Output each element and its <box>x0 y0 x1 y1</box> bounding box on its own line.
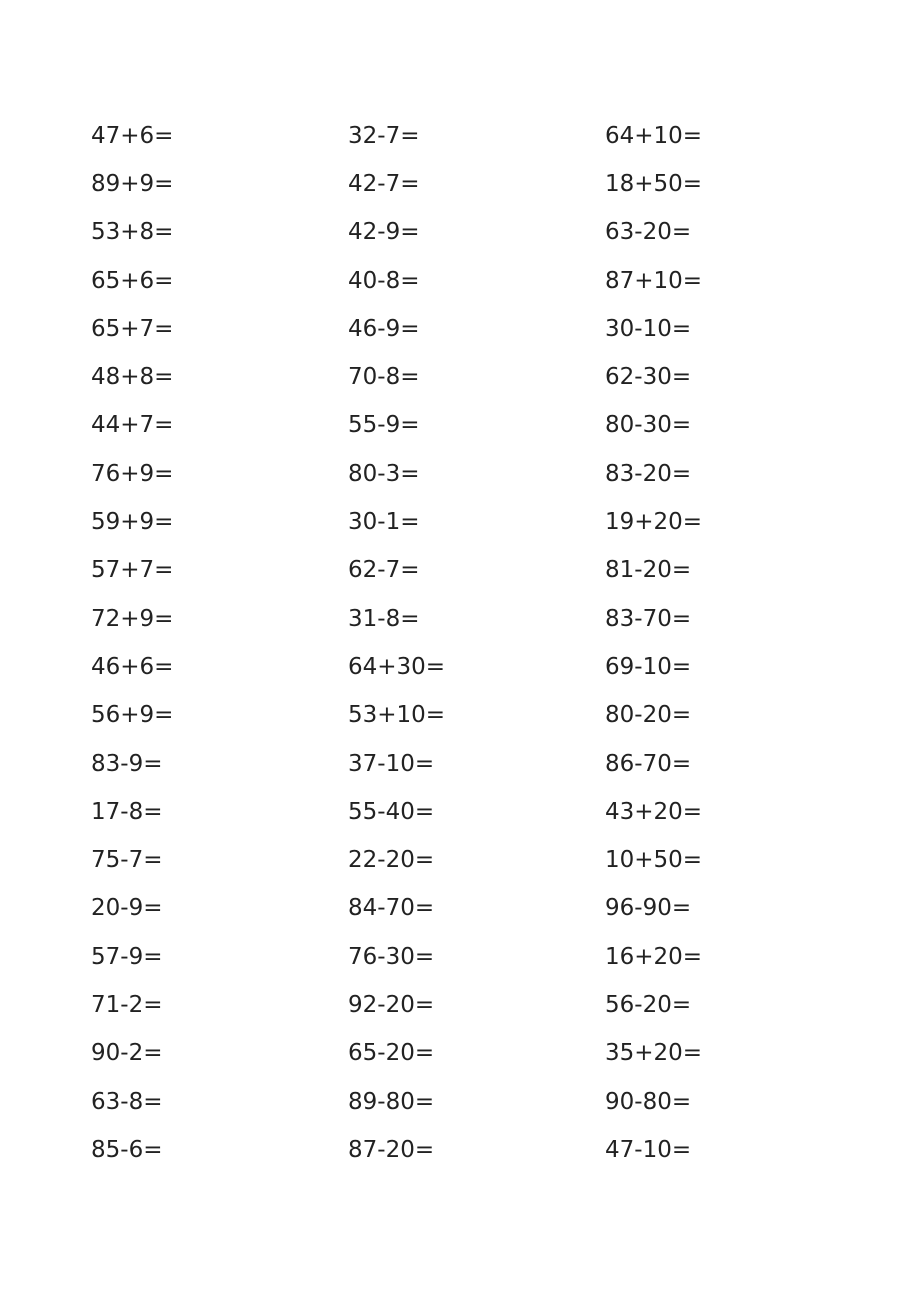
math-problem: 47-10= <box>605 1136 692 1163</box>
math-problem: 63-20= <box>605 219 692 246</box>
problem-row <box>91 788 871 836</box>
arithmetic-worksheet <box>91 112 871 1175</box>
math-problem: 83-9= <box>91 750 163 777</box>
problem-row <box>91 692 871 740</box>
math-problem: 80-20= <box>605 702 692 729</box>
math-problem: 87+10= <box>605 267 703 294</box>
math-problem: 86-70= <box>605 750 692 777</box>
math-problem: 32-7= <box>348 122 420 149</box>
problem-row <box>91 112 871 160</box>
math-problem: 19+20= <box>605 509 703 536</box>
math-problem: 56+9= <box>91 702 174 729</box>
math-problem: 17-8= <box>91 798 163 825</box>
problem-row <box>91 836 871 884</box>
problem-row <box>91 160 871 208</box>
problem-row <box>91 547 871 595</box>
problem-row <box>91 740 871 788</box>
problem-row <box>91 402 871 450</box>
math-problem: 71-2= <box>91 991 163 1018</box>
problem-row <box>91 305 871 353</box>
math-problem: 44+7= <box>91 412 174 439</box>
problem-row <box>91 353 871 401</box>
math-problem: 84-70= <box>348 895 435 922</box>
math-problem: 55-40= <box>348 798 435 825</box>
math-problem: 16+20= <box>605 943 703 970</box>
math-problem: 30-10= <box>605 315 692 342</box>
math-problem: 96-90= <box>605 895 692 922</box>
math-problem: 90-2= <box>91 1040 163 1067</box>
problem-row <box>91 1030 871 1078</box>
math-problem: 37-10= <box>348 750 435 777</box>
problem-row <box>91 257 871 305</box>
math-problem: 57+7= <box>91 557 174 584</box>
math-problem: 22-20= <box>348 847 435 874</box>
math-problem: 46-9= <box>348 315 420 342</box>
math-problem: 56-20= <box>605 991 692 1018</box>
math-problem: 65+6= <box>91 267 174 294</box>
math-problem: 20-9= <box>91 895 163 922</box>
math-problem: 64+10= <box>605 122 703 149</box>
problem-row <box>91 209 871 257</box>
math-problem: 59+9= <box>91 509 174 536</box>
math-problem: 76-30= <box>348 943 435 970</box>
math-problem: 83-70= <box>605 605 692 632</box>
problem-row <box>91 450 871 498</box>
math-problem: 42-9= <box>348 219 420 246</box>
problem-row <box>91 885 871 933</box>
math-problem: 85-6= <box>91 1136 163 1163</box>
math-problem: 46+6= <box>91 653 174 680</box>
math-problem: 10+50= <box>605 847 703 874</box>
math-problem: 80-30= <box>605 412 692 439</box>
math-problem: 90-80= <box>605 1088 692 1115</box>
math-problem: 40-8= <box>348 267 420 294</box>
math-problem: 35+20= <box>605 1040 703 1067</box>
math-problem: 89-80= <box>348 1088 435 1115</box>
math-problem: 80-3= <box>348 460 420 487</box>
math-problem: 30-1= <box>348 509 420 536</box>
math-problem: 53+10= <box>348 702 446 729</box>
math-problem: 53+8= <box>91 219 174 246</box>
math-problem: 89+9= <box>91 170 174 197</box>
problem-row <box>91 1126 871 1174</box>
math-problem: 63-8= <box>91 1088 163 1115</box>
problem-row <box>91 981 871 1029</box>
math-problem: 64+30= <box>348 653 446 680</box>
math-problem: 57-9= <box>91 943 163 970</box>
math-problem: 48+8= <box>91 364 174 391</box>
math-problem: 47+6= <box>91 122 174 149</box>
math-problem: 69-10= <box>605 653 692 680</box>
problem-row <box>91 595 871 643</box>
math-problem: 65+7= <box>91 315 174 342</box>
math-problem: 55-9= <box>348 412 420 439</box>
problem-row <box>91 643 871 691</box>
math-problem: 87-20= <box>348 1136 435 1163</box>
math-problem: 62-7= <box>348 557 420 584</box>
math-problem: 43+20= <box>605 798 703 825</box>
math-problem: 83-20= <box>605 460 692 487</box>
math-problem: 70-8= <box>348 364 420 391</box>
math-problem: 65-20= <box>348 1040 435 1067</box>
math-problem: 75-7= <box>91 847 163 874</box>
math-problem: 62-30= <box>605 364 692 391</box>
problem-row <box>91 498 871 546</box>
problem-row <box>91 1078 871 1126</box>
math-problem: 76+9= <box>91 460 174 487</box>
math-problem: 31-8= <box>348 605 420 632</box>
math-problem: 18+50= <box>605 170 703 197</box>
math-problem: 42-7= <box>348 170 420 197</box>
math-problem: 81-20= <box>605 557 692 584</box>
math-problem: 92-20= <box>348 991 435 1018</box>
problem-row <box>91 933 871 981</box>
math-problem: 72+9= <box>91 605 174 632</box>
